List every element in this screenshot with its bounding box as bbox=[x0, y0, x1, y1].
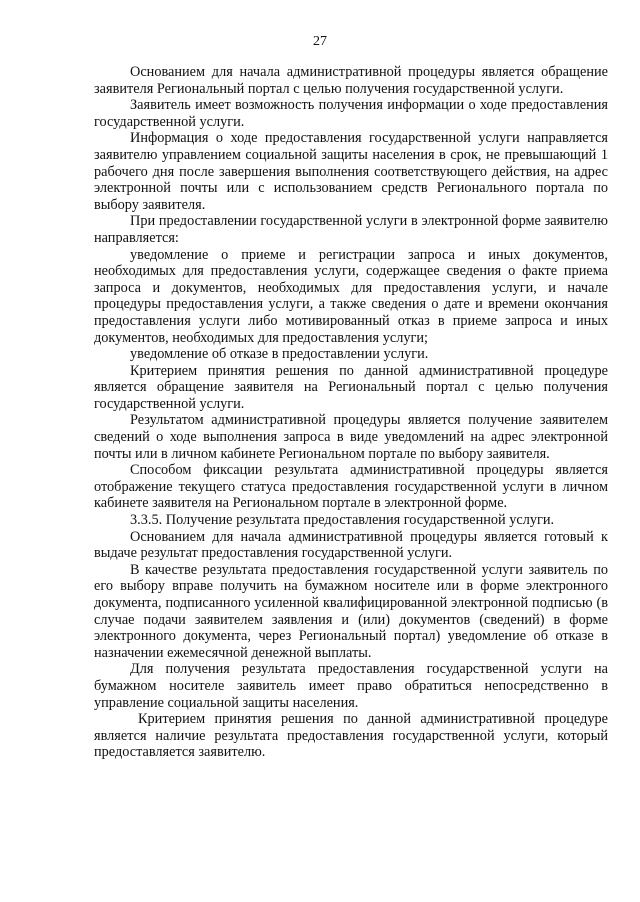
paragraph: Способом фиксации результата административной процедуры является отображение текущего статуса предоставления государственной услуги в личном кабинете заявителя на Региональном портале в электронной форме. bbox=[94, 462, 608, 512]
paragraph: уведомление об отказе в предоставлении услуги. bbox=[130, 346, 429, 363]
paragraph: При предоставлении государственной услуги в электронной форме заявителю направляется: bbox=[94, 213, 608, 246]
section-heading: 3.3.5. Получение результата предоставления государственной услуги. bbox=[130, 512, 555, 529]
document-body bbox=[94, 64, 608, 761]
paragraph: Информация о ходе предоставления государственной услуги направляется заявителю управлением социальной защиты населения в срок, не превышающий 1 рабочего дня после завершения выполнения соответствующего действия, на адрес электронной почты или с использованием средств Регионального портала по выбору заявителя. bbox=[94, 130, 608, 213]
paragraph: Для получения результата предоставления государственной услуги на бумажном носителе заявитель имеет право обратиться непосредственно в управление социальной защиты населения. bbox=[94, 661, 608, 711]
paragraph: уведомление о приеме и регистрации запроса и иных документов, необходимых для предоставления услуги, содержащее сведения о факте приема запроса и документов, необходимых для предоставления услуги, и начале процедуры предоставления услуги, а также сведения о дате и времени окончания предоставления услуги либо мотивированный отказ в приеме запроса и иных документов, необходимых для предоставления услуги; bbox=[94, 246, 608, 346]
paragraph: Заявитель имеет возможность получения информации о ходе предоставления государственной услуги. bbox=[94, 97, 608, 130]
paragraph: Критерием принятия решения по данной административной процедуре является наличие результата предоставления государственной услуги, который предоставляется заявителю. bbox=[94, 711, 608, 761]
paragraph: Результатом административной процедуры является получение заявителем сведений о ходе выполнения запроса в виде уведомлений на адрес электронной почты или в личном кабинете Региональном портале по выбору заявителя. bbox=[94, 412, 608, 462]
paragraph: Критерием принятия решения по данной административной процедуре является обращение заявителя на Региональный портал с целью получения государственной услуги. bbox=[94, 362, 608, 412]
page-number: 27 bbox=[313, 34, 327, 49]
paragraph: Основанием для начала административной процедуры является обращение заявителя Региональный портал с целью получения государственной услуги. bbox=[94, 64, 608, 97]
paragraph: Основанием для начала административной процедуры является готовый к выдаче результат предоставления государственной услуги. bbox=[94, 528, 608, 562]
paragraph: В качестве результата предоставления государственной услуги заявитель по его выбору вправе получить на бумажном носителе или в форме электронного документа, подписанного усиленной квалифицированной электронной подписью (в случае подачи заявителем заявления и (или) документов (сведений) в форме электронного документа, через Региональный портал) уведомление об отказе в назначении ежемесячной денежной выплаты. bbox=[94, 561, 608, 661]
